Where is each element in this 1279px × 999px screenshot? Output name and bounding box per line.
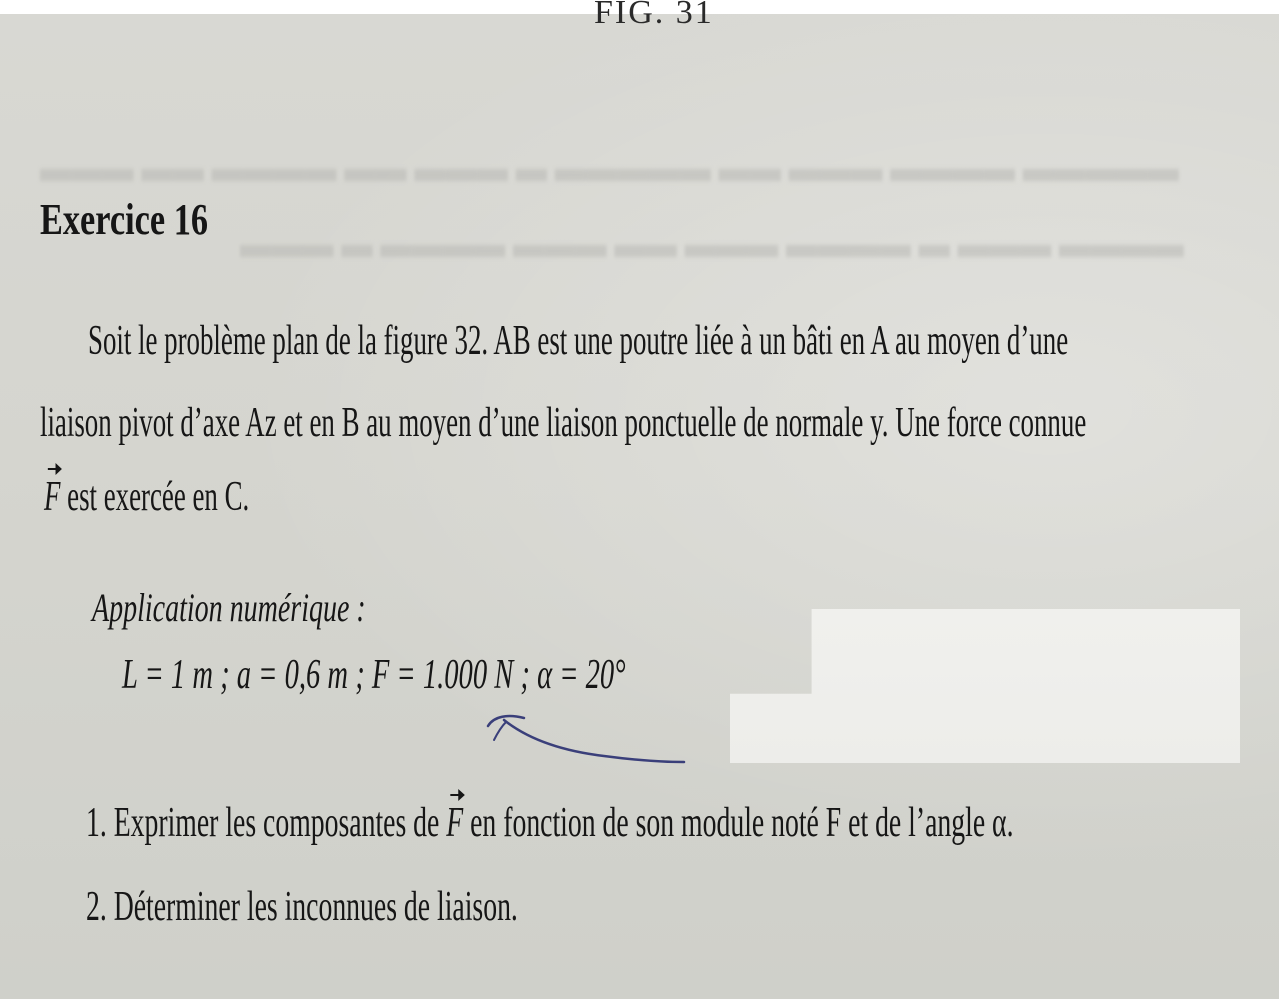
application-values: L = 1 m ; a = 0,6 m ; F = 1.000 N ; α = 20° xyxy=(122,652,626,698)
back-page-bleed-1: ▬▬▬ ▬▬ ▬▬▬▬ ▬▬ ▬▬▬ ▬ ▬▬▬▬▬ ▬▬ ▬▬▬ ▬▬▬▬ ▬▬▬▬▬ xyxy=(40,145,1179,190)
paragraph-line-2-text: liaison pivot d’axe Az et en B au moyen d’une liaison ponctuelle de normale y. Une force connue xyxy=(40,400,1087,446)
back-page-bleed-2: ▬▬▬ ▬ ▬▬▬▬ ▬▬▬ ▬▬ ▬▬▬ ▬▬▬▬ ▬ ▬▬▬ ▬▬▬▬ xyxy=(240,221,1184,266)
paragraph-line-1-text: Soit le problème plan de la figure 32. AB est une poutre liée à un bâti en A au moyen d’une xyxy=(88,318,1069,364)
cut-off-header: FIG. 31 xyxy=(594,0,714,31)
paragraph-line-2 xyxy=(40,402,1086,444)
paragraph-line-1 xyxy=(88,320,1068,362)
application-title: Application numérique : xyxy=(92,585,366,630)
paragraph-line-3 xyxy=(44,476,249,518)
paragraph-line-3-text: est exercée en C. xyxy=(60,474,250,520)
exercise-title: Exercice 16 xyxy=(40,195,209,244)
question-1-text-before: 1. Exprimer les composantes de xyxy=(86,800,447,846)
paper-sticker xyxy=(730,609,1240,763)
force-vector-f: F xyxy=(44,474,61,520)
handwritten-arrow-icon xyxy=(484,710,694,772)
question-1-vector-f: F xyxy=(446,800,464,846)
question-2: 2. Déterminer les inconnues de liaison. xyxy=(86,884,518,930)
question-1 xyxy=(86,802,1014,844)
question-1-text-after: en fonction de son module noté F et de l’angle α. xyxy=(463,800,1014,846)
